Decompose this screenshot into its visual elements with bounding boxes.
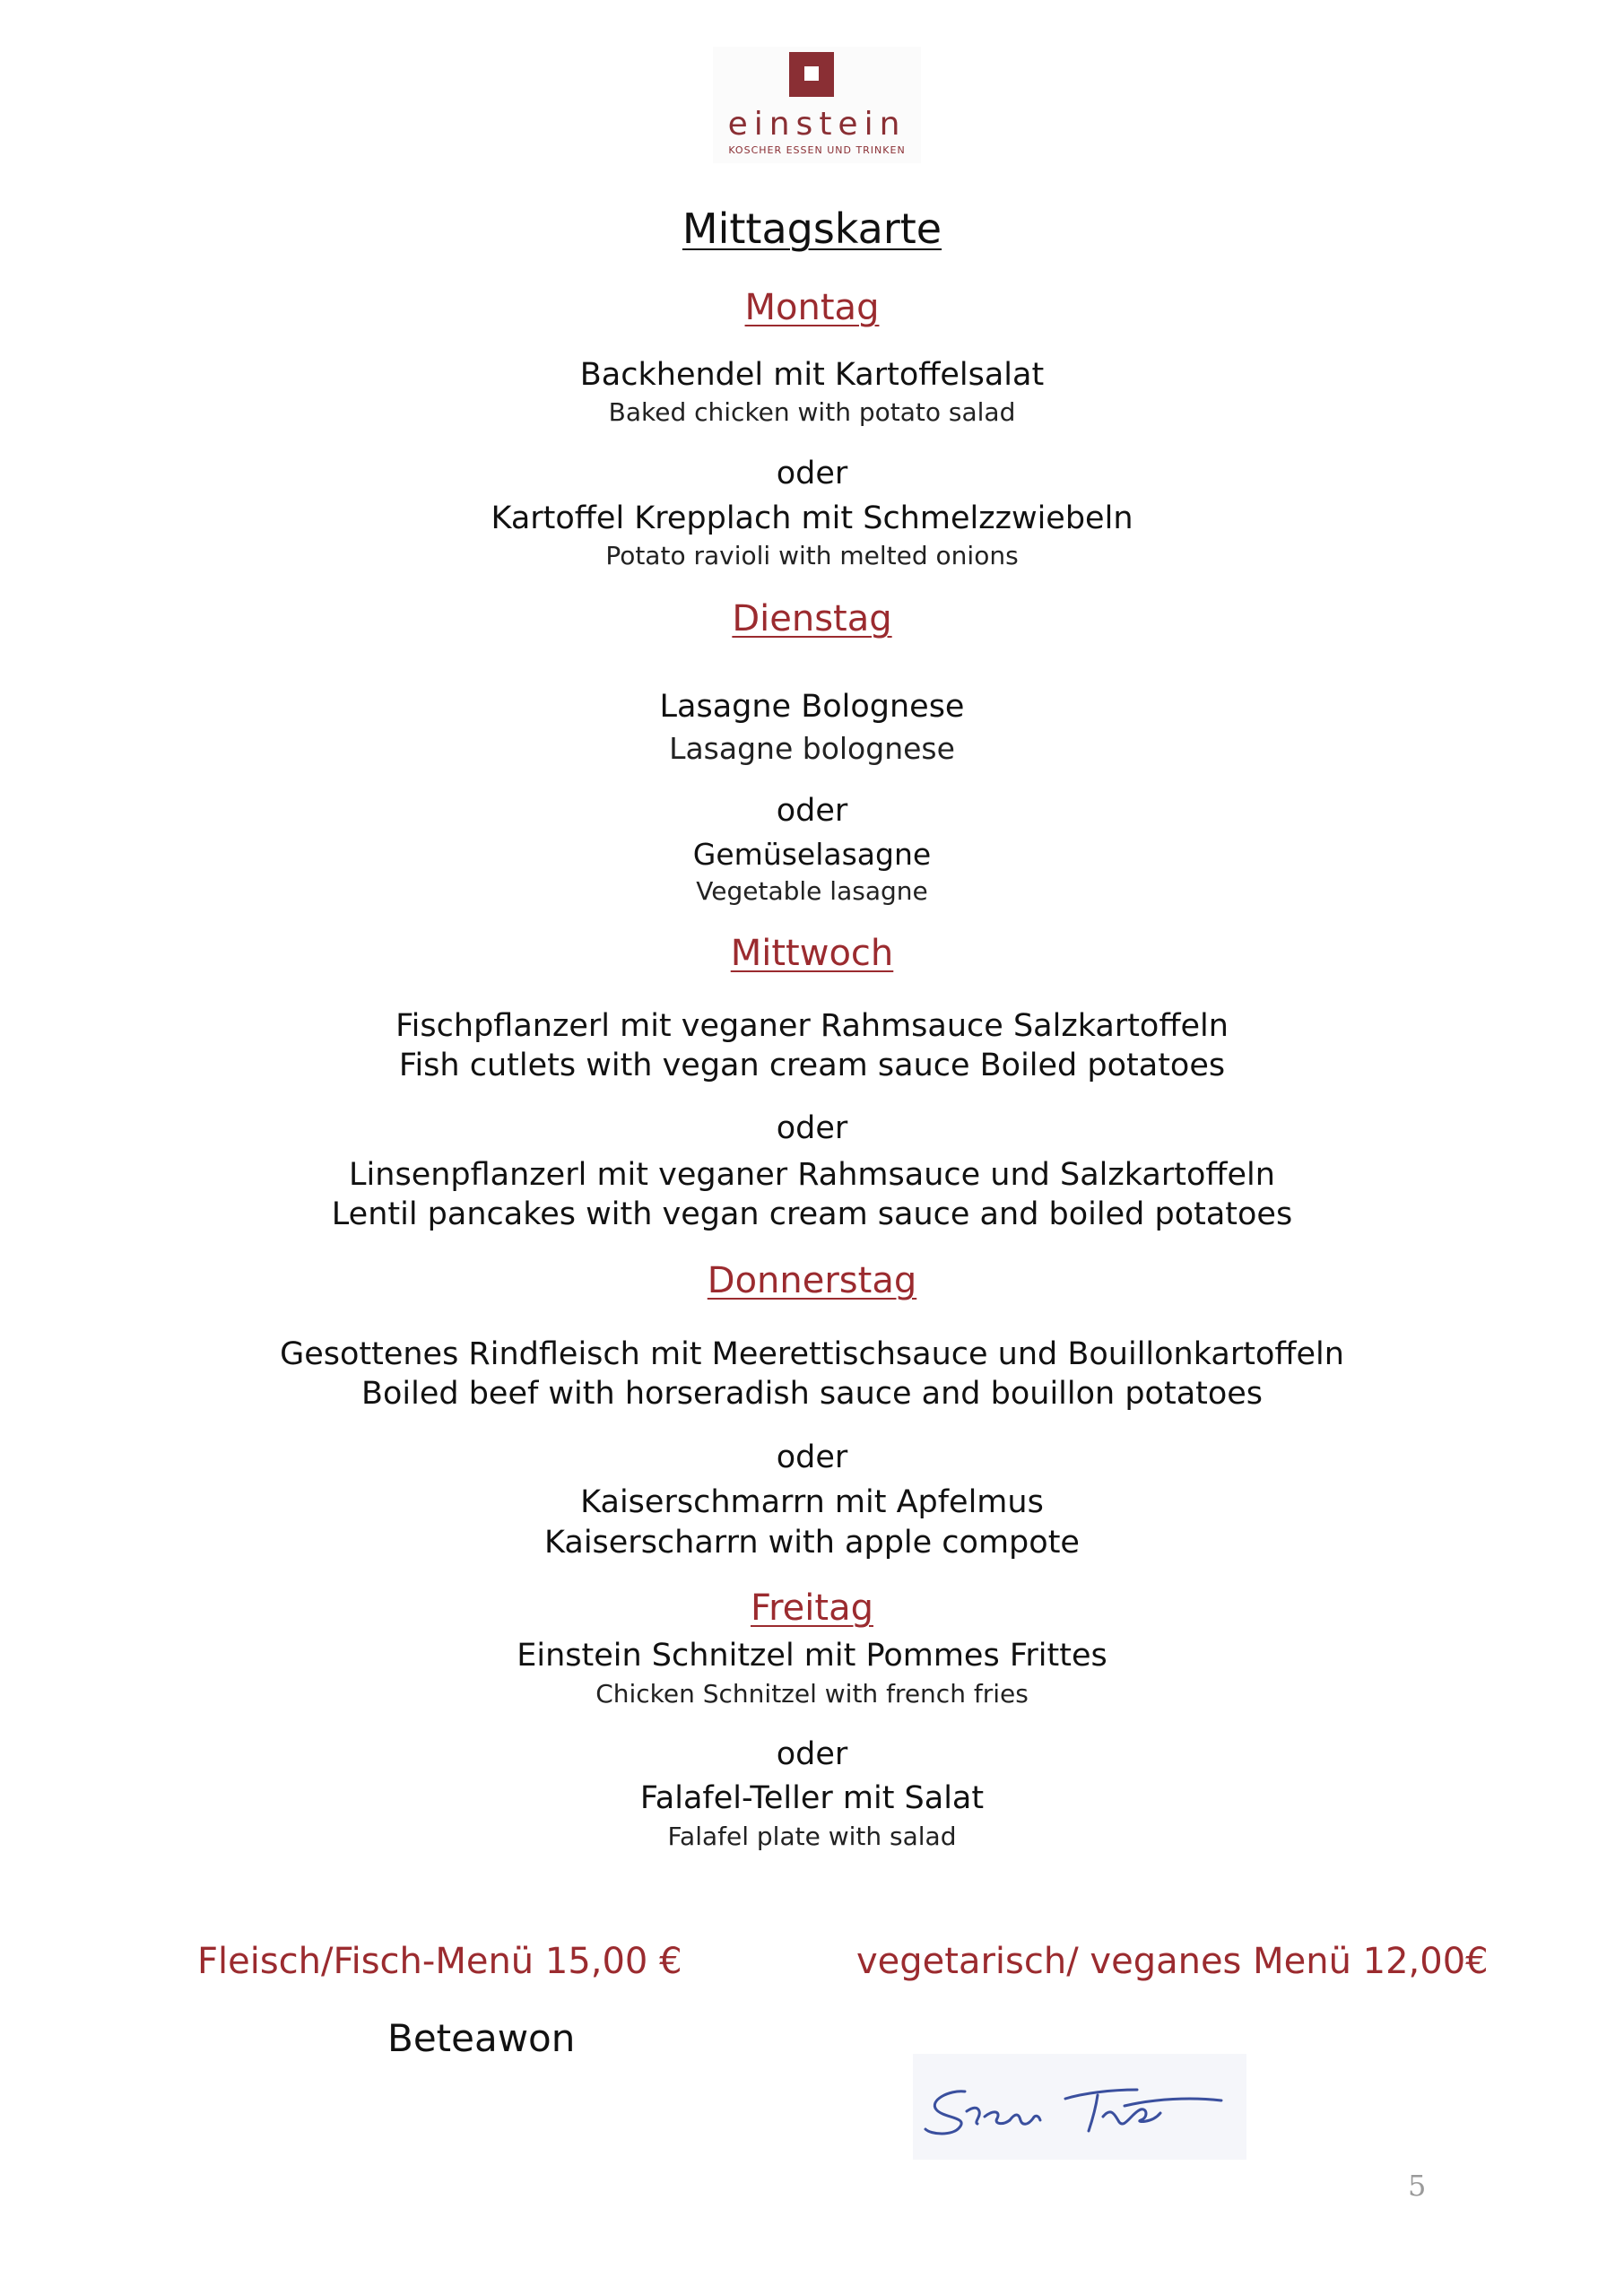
dish-name: Fischpflanzerl mit veganer Rahmsauce Salzkartoffeln <box>395 1008 1229 1044</box>
dish-name: Gemüselasagne <box>692 837 932 872</box>
dish-name: Kartoffel Krepplach mit Schmelzzwiebeln <box>491 500 1133 536</box>
day-heading-mittwoch: Mittwoch <box>730 933 894 974</box>
signature <box>913 2054 1246 2160</box>
dish-translation: Vegetable lasagne <box>696 876 928 906</box>
dish-translation: Kaiserscharrn with apple compote <box>544 1525 1080 1561</box>
oder-separator: oder <box>776 1110 848 1146</box>
dish-name: Linsenpflanzerl mit veganer Rahmsauce und Salzkartoffeln <box>349 1157 1275 1193</box>
price-vegetarian: vegetarisch/ veganes Menü 12,00€ <box>856 1941 1489 1982</box>
page-title: Mittagskarte <box>682 204 942 253</box>
dish-name: Einstein Schnitzel mit Pommes Frittes <box>517 1638 1107 1674</box>
dish-translation: Potato ravioli with melted onions <box>605 541 1019 570</box>
day-heading-donnerstag: Donnerstag <box>707 1260 917 1301</box>
dish-name: Gesottenes Rindfleisch mit Meerettischsauce und Bouillonkartoffeln <box>280 1336 1344 1372</box>
dish-translation: Baked chicken with potato salad <box>608 397 1016 427</box>
oder-separator: oder <box>776 793 848 829</box>
dish-translation: Lentil pancakes with vegan cream sauce and boiled potatoes <box>331 1196 1293 1232</box>
dish-name: Kaiserschmarrn mit Apfelmus <box>580 1484 1044 1520</box>
dish-translation: Boiled beef with horseradish sauce and bouillon potatoes <box>360 1376 1264 1412</box>
dish-translation: Falafel plate with salad <box>667 1822 957 1851</box>
oder-separator: oder <box>776 1439 848 1475</box>
day-heading-freitag: Freitag <box>751 1587 873 1629</box>
dish-name: Falafel-Teller mit Salat <box>639 1780 985 1816</box>
logo-wordmark: einstein <box>727 106 907 143</box>
logo-tagline: KOSCHER ESSEN UND TRINKEN <box>728 144 906 156</box>
day-heading-dienstag: Dienstag <box>732 598 892 639</box>
dish-translation: Chicken Schnitzel with french fries <box>595 1679 1029 1709</box>
day-heading-montag: Montag <box>744 287 880 328</box>
closing-greeting: Beteawon <box>387 2016 576 2060</box>
dish-name: Backhendel mit Kartoffelsalat <box>579 357 1045 393</box>
price-meat-fish: Fleisch/Fisch-Menü 15,00 € <box>197 1941 682 1982</box>
logo-square-inner-icon <box>804 66 819 81</box>
dish-name: Lasagne Bolognese <box>659 689 965 725</box>
page-number: 5 <box>1408 2169 1427 2203</box>
dish-translation: Fish cutlets with vegan cream sauce Boiled potatoes <box>398 1048 1226 1083</box>
signature-icon <box>913 2054 1246 2160</box>
oder-separator: oder <box>776 1736 848 1772</box>
oder-separator: oder <box>776 456 848 491</box>
dish-translation: Lasagne bolognese <box>669 731 955 766</box>
